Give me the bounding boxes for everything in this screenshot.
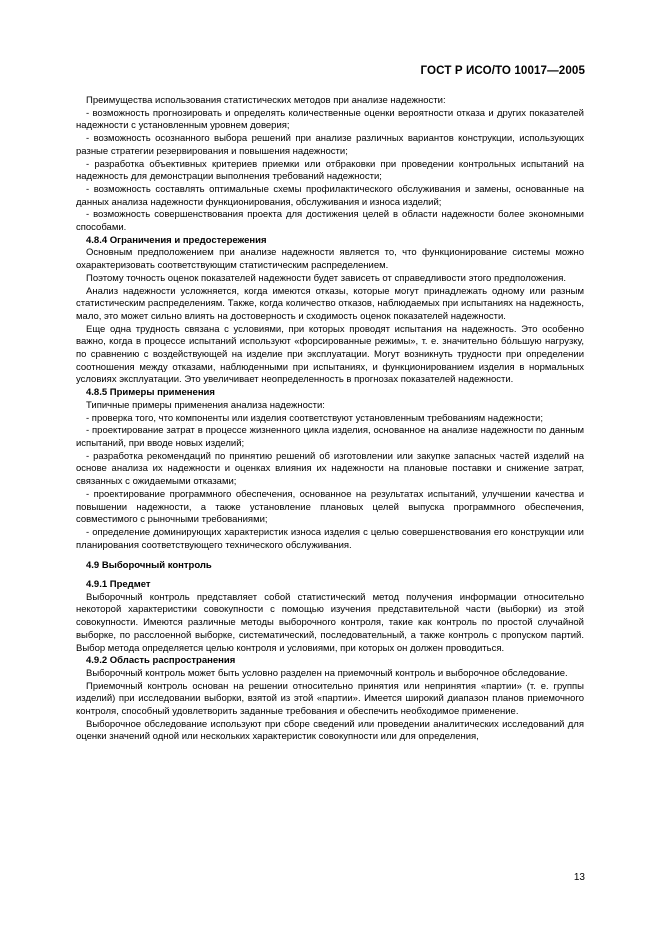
paragraph: Выборочный контроль представляет собой статистический метод получения информации относительно некоторой характеристики совокупности с помощью изучения представительной части (выборки) из этой совокупности. Имеются различные методы выборочного контроля, такие как контроль по простой случайной выборке, по расслоенной выборке, систематический, последовательный, а также контроль с пропуском партий. Выбор метода определяется целью контроля и условиями, при которых он должен проводиться. — [76, 591, 584, 654]
section-heading-4-9: 4.9 Выборочный контроль — [86, 560, 212, 572]
paragraph: Типичные примеры применения анализа надежности: — [86, 399, 325, 411]
list-item: - возможность осознанного выбора решений при анализе различных вариантов конструкции, использующих разные стратегии резервирования и повышения надежности; — [76, 133, 584, 157]
list-item: - проектирование программного обеспечения, основанное на результатах испытаний, улучшении качества и повышении надежности, а также установление плановых целей выпуска программного обеспечения, совместимого с рыночными требованиями; — [76, 488, 584, 526]
section-heading-4-8-4: 4.8.4 Ограничения и предостережения — [86, 234, 267, 246]
document-code-header: ГОСТ Р ИСО/ТО 10017—2005 — [420, 64, 585, 77]
page-number: 13 — [573, 872, 585, 883]
list-item: - проверка того, что компоненты или изделия соответствуют установленным требованиям надежности; — [86, 412, 543, 424]
list-item: - разработка рекомендаций по принятию решений об изготовлении или закупке запасных частей изделий на основе анализа их надежности и оценках влияния их надежности на плановые поставки и снижение затрат, связанных с ожидаемыми отказами; — [76, 450, 584, 488]
document-body — [76, 95, 584, 744]
paragraph: Поэтому точность оценок показателей надежности будет зависеть от справедливости этого предположения. — [86, 272, 567, 284]
list-item: - возможность составлять оптимальные схемы профилактического обслуживания и замены, основанные на данных анализа надежности функционирования, обслуживания и износа изделий; — [76, 183, 584, 208]
paragraph: Анализ надежности усложняется, когда имеются отказы, которые могут принадлежать одному или разным статистическим распределениям. Также, когда количество отказов, наблюдаемых при испытаниях на надежность, мало, это может сильно влиять на достоверность и сходимость оценок показателей надежности. — [76, 285, 584, 322]
paragraph: Выборочный контроль может быть условно разделен на приемочный контроль и выборочное обследование. — [86, 667, 568, 679]
section-heading-4-9-1: 4.9.1 Предмет — [86, 579, 151, 591]
paragraph: Приемочный контроль основан на решении относительно принятия или непринятия «партии» (т. е. группы изделий) при исследовании выборки, взятой из этой «партии». Имеется широкий диапазон планов приемочного контроля, способный удовлетворить заданные требования и обеспечить необходимое применение. — [76, 680, 584, 718]
paragraph: Преимущества использования статистических методов при анализе надежности: — [86, 95, 446, 106]
list-item: - разработка объективных критериев приемки или отбраковки при проведении контрольных испытаний на надежность для демонстрации выполнения требований надежности; — [76, 158, 584, 183]
section-heading-4-8-5: 4.8.5 Примеры применения — [86, 387, 215, 399]
paragraph: Основным предположением при анализе надежности является то, что функционирование системы можно охарактеризовать соответствующим статистическим распределением. — [76, 247, 584, 272]
section-heading-4-9-2: 4.9.2 Область распространения — [86, 655, 236, 667]
paragraph: Еще одна трудность связана с условиями, при которых проводят испытания на надежность. Это особенно важно, когда в процессе испытаний используют «форсированные режимы», т. е. значительно бо́льшую нагрузку, по сравнению с воздействующей на изделие при эксплуатации. Могут возникнуть трудности при определении соотношения между отказами, наблюденными при испытаниях, и функционированием изделия в нормальных условиях эксплуатации. Это увеличивает неопределенность в прогнозах показателей надежности. — [76, 323, 584, 386]
paragraph: Выборочное обследование используют при сборе сведений или проведении аналитических исследований для оценки значений одной или нескольких характеристик совокупности или для определения, — [76, 718, 584, 743]
list-item: - возможность прогнозировать и определять количественные оценки вероятности отказа и других показателей надежности с установленным уровнем доверия; — [76, 107, 584, 132]
list-item: - проектирование затрат в процессе жизненного цикла изделия, основанное на анализе надежности по данным испытаний, при вводе новых изделий; — [76, 425, 584, 449]
list-item: - определение доминирующих характеристик износа изделия с целью совершенствования его конструкции или планирования соответствующего технического обслуживания. — [76, 526, 584, 551]
list-item: - возможность совершенствования проекта для достижения целей в области надежности более экономными способами. — [76, 209, 584, 234]
